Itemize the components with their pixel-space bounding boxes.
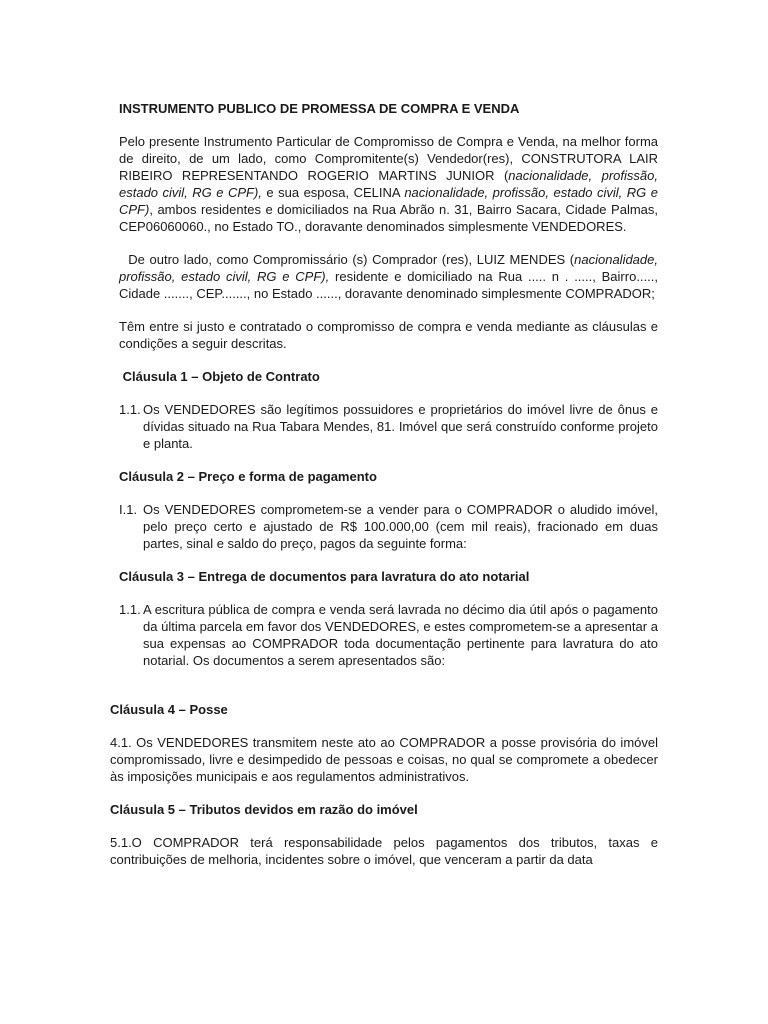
clause-5-text: 5.1.O COMPRADOR terá responsabilidade pelos pagamentos dos tributos, taxas e contribuições de melhoria, incidentes sobre o imóvel, que venceram a partir da data — [110, 835, 658, 867]
clause-2-item-text: Os VENDEDORES comprometem-se a vender para o COMPRADOR o aludido imóvel, pelo preço certo e ajustado de R$ 100.000,00 (cem mil reais), fracionado em duas partes, sinal e saldo do preço, pagos da seguinte forma: — [143, 502, 658, 551]
clause-1-heading: Cláusula 1 – Objeto de Contrato — [119, 369, 320, 384]
paragraph-sellers-text-a: Pelo presente Instrumento Particular de Compromisso de Compra e Venda, na melhor forma de direito, de um lado, como Compromitente(s) Vendedor(res), CONSTRUTORA LAIR RIBEIRO REPRESENTANDO ROGERIO MARTINS JUNIOR ( — [119, 134, 658, 183]
paragraph-agreement: Têm entre si justo e contratado o compromisso de compra e venda mediante as cláusulas e condições a seguir descritas. — [119, 319, 658, 351]
clause-2-item-number: I.1. — [119, 502, 138, 517]
paragraph-buyer-text-c: residente e domiciliado na Rua ..... n . ....., Bairro....., Cidade ......., CEP......., no Estado ......, doravante denominado simplesmente COMPRADOR; — [119, 269, 658, 301]
clause-4-text: 4.1. Os VENDEDORES transmitem neste ato ao COMPRADOR a posse provisória do imóvel compromissado, livre e desimpedido de pessoas e coisas, no qual se compromete a obedecer às imposições municipais e aos regulamentos administrativos. — [110, 735, 658, 784]
clause-1-item-text: Os VENDEDORES são legítimos possuidores e proprietários do imóvel livre de ônus e dívidas situado na Rua Tabara Mendes, 81. Imóvel que será construído conforme projeto e planta. — [143, 402, 658, 451]
clause-3-heading: Cláusula 3 – Entrega de documentos para lavratura do ato notarial — [119, 569, 530, 584]
paragraph-buyer-text-a: De outro lado, como Compromissário (s) Comprador (res), LUIZ MENDES ( — [119, 252, 575, 267]
clause-5-heading: Cláusula 5 – Tributos devidos em razão do imóvel — [110, 802, 418, 817]
clause-3-item-number: 1.1. — [119, 602, 141, 617]
clause-2-heading: Cláusula 2 – Preço e forma de pagamento — [119, 469, 377, 484]
paragraph-buyer-italic-b: nacionalidade, profissão, estado civil, RG e CPF), — [119, 252, 658, 284]
paragraph-sellers-italic-d: nacionalidade, profissão, estado civil, RG e CPF) — [119, 185, 658, 217]
clause-3-item-text: A escritura pública de compra e venda será lavrada no décimo dia útil após o pagamento da última parcela em favor dos VENDEDORES, e estes comprometem-se a apresentar a sua expensas ao COMPRADOR toda documentação pertinente para lavratura do ato notarial. Os documentos a serem apresentados são: — [143, 602, 658, 668]
section-spacer — [110, 685, 658, 701]
clause-3-item — [119, 601, 658, 669]
paragraph-sellers-text-e: , ambos residentes e domiciliados na Rua Abrão n. 31, Bairro Sacara, Cidade Palmas, CEP06060060., no Estado TO., doravante denominados simplesmente VENDEDORES. — [119, 202, 658, 234]
document-title: INSTRUMENTO PUBLICO DE PROMESSA DE COMPRA E VENDA — [119, 101, 520, 116]
clause-1-item — [119, 401, 658, 452]
clause-4-heading: Cláusula 4 – Posse — [110, 702, 228, 717]
clause-2-item — [119, 501, 658, 552]
paragraph-sellers — [119, 133, 658, 235]
paragraph-sellers-italic-b: nacionalidade, profissão, estado civil, RG e CPF), — [119, 168, 658, 200]
paragraph-sellers-text-c: e sua esposa, CELINA — [261, 185, 405, 200]
clause-1-item-number: 1.1. — [119, 402, 141, 417]
paragraph-buyer — [119, 251, 658, 302]
